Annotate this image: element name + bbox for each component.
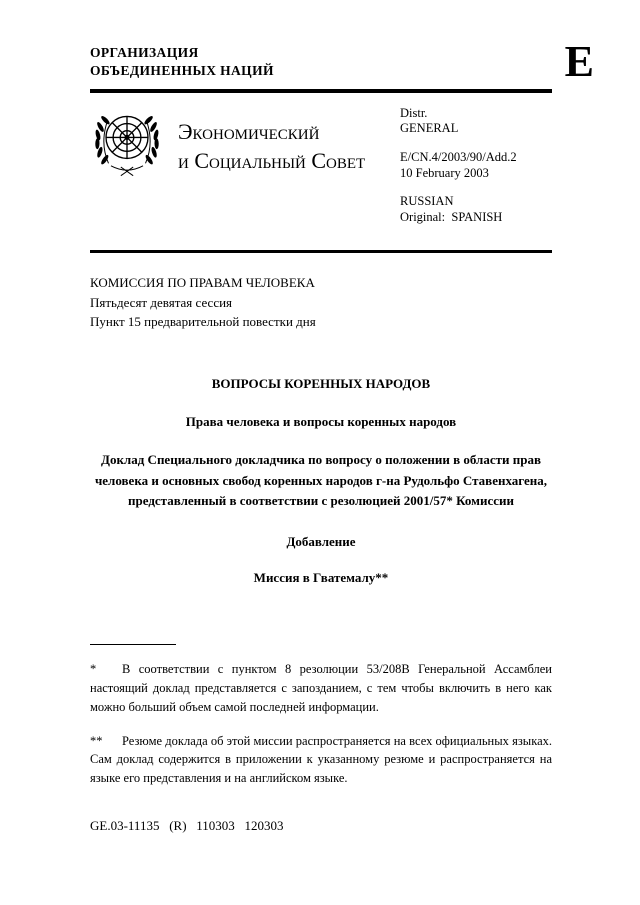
agenda-item: Пункт 15 предварительной повестки дня xyxy=(90,314,316,330)
document-title: ВОПРОСЫ КОРЕННЫХ НАРОДОВ xyxy=(211,375,431,391)
distr-label: Distr. xyxy=(400,105,428,120)
un-emblem-icon xyxy=(90,103,166,239)
footnote-second-marker: ** xyxy=(90,733,103,748)
council-title xyxy=(178,103,400,239)
footnote-first-marker: * xyxy=(90,662,97,677)
org-name-line2: ОБЪЕДИНЕННЫХ НАЦИЙ xyxy=(90,62,274,78)
footnote-second xyxy=(90,732,559,788)
document-subtitle: Права человека и вопросы коренных народов xyxy=(185,413,457,429)
org-name-line1: ОРГАНИЗАЦИЯ xyxy=(90,45,199,60)
footnote-separator xyxy=(90,644,176,645)
masthead xyxy=(90,93,552,251)
doc-date: 10 February 2003 xyxy=(400,165,489,180)
council-title-line1: Экономический xyxy=(178,118,320,144)
footnote-first xyxy=(90,660,556,716)
language-group xyxy=(400,194,552,225)
doc-series-letter: E xyxy=(564,37,594,86)
doc-language: RUSSIAN xyxy=(400,194,454,209)
session-info xyxy=(90,273,552,332)
session-number: Пятьдесят девятая сессия xyxy=(90,294,233,310)
footnote-first-text: В соответствии с пунктом 8 резолюции 53/208В Генеральной Ассамблеи настоящий доклад представляется с запозданием, с тем чтобы включить в него как можно больший объем самой последней информации. xyxy=(90,662,556,714)
doc-symbol: E/CN.4/2003/90/Add.2 xyxy=(400,149,517,164)
distr-type: GENERAL xyxy=(400,121,459,136)
mission-title: Миссия в Гватемалу** xyxy=(253,570,389,586)
org-name xyxy=(90,0,552,80)
report-title: Доклад Специального докладчика по вопросу о положении в области прав человека и основных свобод коренных народов г-на Рудольфо Ставенхагена, представленный в соответствии с резолюцией 2001/57* Комиссии xyxy=(94,451,548,509)
addendum-label: Добавление xyxy=(286,534,356,550)
distribution-block xyxy=(400,103,552,239)
footnote-second-text: Резюме доклада об этой миссии распространяется на всех официальных языках. Сам доклад содержится в приложении к указанному резюме и распространяется на языке его представления и на английском языке. xyxy=(90,733,559,786)
council-title-line2: и Социальный Совет xyxy=(178,148,366,174)
commission-name: КОМИССИЯ ПО ПРАВАМ ЧЕЛОВЕКА xyxy=(90,275,315,291)
footer-reference: GE.03-11135 (R) 110303 120303 xyxy=(90,818,284,833)
divider-mid xyxy=(90,250,552,253)
doc-original-language: Original: SPANISH xyxy=(400,209,503,224)
symbol-group xyxy=(400,150,552,181)
distr-group xyxy=(400,106,552,137)
